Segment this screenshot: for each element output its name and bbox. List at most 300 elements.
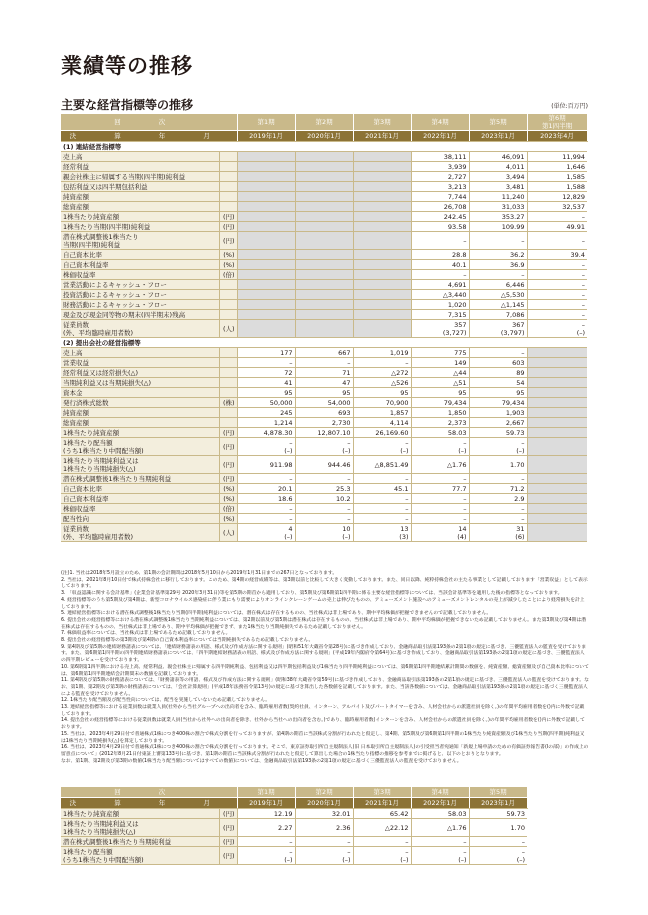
row-unit: [219, 418, 237, 428]
value-cell: 93.58: [411, 222, 469, 232]
row-label: 当期純利益又は当期純損失(△): [61, 378, 219, 388]
value-cell: –: [469, 837, 527, 847]
value-cell: –: [237, 358, 295, 368]
header-date: 2022年1月: [411, 131, 469, 142]
value-cell: 54: [469, 378, 527, 388]
value-cell: 89: [469, 368, 527, 378]
value-cell: [353, 152, 411, 162]
value-cell: [295, 232, 353, 250]
per-share-reference-table: [61, 787, 528, 865]
table-row: [61, 809, 527, 819]
value-cell: [237, 280, 295, 290]
footnote: (注)1. 当社は2018年5月設立のため、第1期の会計期間は2018年5月10日から2019年1月31日までの267日となっております。: [61, 571, 338, 576]
value-cell: 95: [295, 388, 353, 398]
row-label: 株価収益率: [61, 270, 219, 280]
table-row: [61, 408, 587, 418]
footnotes: [61, 571, 589, 765]
value-cell: [237, 222, 295, 232]
header-row-period: [61, 787, 527, 798]
row-label: 純資産額: [61, 408, 219, 418]
row-unit: (円): [219, 212, 237, 222]
table-row: [61, 162, 587, 172]
value-cell: – (–): [295, 438, 353, 456]
table-row: [61, 260, 587, 270]
row-label: 発行済株式総数: [61, 398, 219, 408]
header-date: 2023年1月: [469, 131, 527, 142]
value-cell: [237, 202, 295, 212]
value-cell: [237, 320, 295, 338]
row-unit: (円): [219, 809, 237, 819]
value-cell: –: [527, 260, 587, 270]
value-cell: –: [411, 837, 469, 847]
value-cell: [295, 280, 353, 290]
value-cell: [295, 310, 353, 320]
value-cell: [527, 408, 587, 418]
row-unit: [219, 300, 237, 310]
table-row: [61, 358, 587, 368]
row-unit: [219, 152, 237, 162]
value-cell: [295, 222, 353, 232]
row-label: 経常利益又は経常損失(△): [61, 368, 219, 378]
value-cell: △44: [411, 368, 469, 378]
section-title: 主要な経営指標等の推移: [61, 98, 194, 112]
section-heading: (1) 連結経営指標等: [61, 142, 587, 152]
value-cell: [237, 310, 295, 320]
value-cell: [295, 320, 353, 338]
row-unit: (円): [219, 847, 237, 865]
value-cell: [295, 300, 353, 310]
value-cell: [527, 418, 587, 428]
value-cell: [353, 300, 411, 310]
value-cell: [353, 310, 411, 320]
header-date: 2021年1月: [353, 131, 411, 142]
table-row: [61, 456, 587, 474]
footnote: 14. 提出会社の経営指標等における従業員数は就業人員(当社から社外への出向者を除き、社外から当社への出向者を含む。)であり、臨時雇用者数(インターンを含み、人材会社からの派遣社員を除く。)の年間平均雇用者数を()内に外数で記載しております。: [61, 718, 585, 731]
row-unit: (株): [219, 398, 237, 408]
section-heading: (2) 提出会社の経営指標等: [61, 338, 587, 348]
footnote: 10. 第6期第1四半期における売上高、経常利益、親会社株主に帰属する四半期純利益、包括利益又は四半期包括利益及び1株当たり四半期純利益については、第6期第1四半期連結累計期間の数値を、純資産額、総資産額及び自己資本比率については、第6期第1四半期連結会計期間末の数値を記載しております。: [61, 664, 589, 677]
value-cell: △526: [353, 378, 411, 388]
value-cell: 11,994: [527, 152, 587, 162]
value-cell: [295, 212, 353, 222]
value-cell: △1.76: [411, 819, 469, 837]
value-cell: –: [527, 280, 587, 290]
value-cell: △3,440: [411, 290, 469, 300]
value-cell: 10.2: [295, 494, 353, 504]
value-cell: [527, 378, 587, 388]
value-cell: 2,667: [469, 418, 527, 428]
value-cell: 4,691: [411, 280, 469, 290]
row-label: 潜在株式調整後1株当たり 当期(四半期)純利益: [61, 232, 219, 250]
header-date: 2019年1月: [237, 798, 295, 809]
value-cell: – (–): [469, 438, 527, 456]
value-cell: 36.2: [469, 250, 527, 260]
row-label: 従業員数 (外、平均臨時雇用者数): [61, 524, 219, 542]
table-row: [61, 438, 587, 456]
value-cell: 2.36: [295, 819, 353, 837]
row-label: 配当性向: [61, 514, 219, 524]
row-label: 現金及び現金同等物の期末(四半期末)残高: [61, 310, 219, 320]
value-cell: △8,851.49: [353, 456, 411, 474]
page-title: 業績等の推移: [61, 54, 193, 78]
row-unit: (円): [219, 456, 237, 474]
row-unit: (倍): [219, 270, 237, 280]
row-unit: [219, 358, 237, 368]
value-cell: 20.1: [237, 484, 295, 494]
value-cell: –: [353, 504, 411, 514]
value-cell: [527, 456, 587, 474]
value-cell: –: [411, 270, 469, 280]
table-row: [61, 300, 587, 310]
value-cell: [527, 398, 587, 408]
value-cell: 1,850: [411, 408, 469, 418]
row-label: 潜在株式調整後1株当たり当期純利益: [61, 474, 219, 484]
value-cell: –: [353, 494, 411, 504]
footnote: 8. 提出会社の経営指標等の第3期及び第4期の自己資本利益率については当期純損失であるため記載しておりません。: [61, 638, 314, 644]
footnote: 15. 当社は、2023年4月29日付で普通株式1株につき400株の割合で株式分割を行っておりますが、第4期の期首に当該株式分割が行われたと仮定し、第4期、第5期及び第6期第1四半期の1株当たり純資産額及び1株当たり当期(四半期)純利益又は1株当たり当期純損失(△)を算定しております。: [61, 731, 585, 744]
value-cell: –: [237, 474, 295, 484]
value-cell: 7,744: [411, 192, 469, 202]
value-cell: 32,537: [527, 202, 587, 212]
footnote: 3. 「収益認識に関する会計基準」(企業会計基準第29号 2020年3月31日)等を第5期の期首から適用しており、第5期及び第6期第1四半期に係る主要な経営指標等については、当該会計基準等を適用した後の指標等となっております。: [61, 591, 563, 597]
value-cell: –: [353, 358, 411, 368]
value-cell: –: [469, 270, 527, 280]
value-cell: –: [411, 232, 469, 250]
value-cell: [353, 232, 411, 250]
value-cell: 693: [295, 408, 353, 418]
value-cell: 32.01: [295, 809, 353, 819]
value-cell: –: [527, 290, 587, 300]
row-label: 投資活動によるキャッシュ・フロー: [61, 290, 219, 300]
value-cell: [353, 270, 411, 280]
value-cell: [353, 192, 411, 202]
table-row: [61, 192, 587, 202]
value-cell: 149: [411, 358, 469, 368]
value-cell: 95: [411, 388, 469, 398]
value-cell: 59.73: [469, 428, 527, 438]
value-cell: – (–): [469, 847, 527, 865]
value-cell: 1,585: [527, 172, 587, 182]
value-cell: –: [353, 514, 411, 524]
value-cell: 12,829: [527, 192, 587, 202]
value-cell: [353, 320, 411, 338]
value-cell: –: [469, 514, 527, 524]
value-cell: –: [527, 300, 587, 310]
value-cell: 12.19: [237, 809, 295, 819]
row-label: 潜在株式調整後1株当たり当期純利益: [61, 837, 219, 847]
table-row: [61, 428, 587, 438]
row-unit: (%): [219, 514, 237, 524]
value-cell: [353, 202, 411, 212]
value-cell: 6,446: [469, 280, 527, 290]
row-label: 1株当たり純資産額: [61, 212, 219, 222]
value-cell: [237, 182, 295, 192]
value-cell: [527, 438, 587, 456]
value-cell: –: [353, 474, 411, 484]
value-cell: 2,373: [411, 418, 469, 428]
value-cell: [527, 484, 587, 494]
row-label: 売上高: [61, 152, 219, 162]
value-cell: 603: [469, 358, 527, 368]
value-cell: [295, 202, 353, 212]
table-row: [61, 837, 527, 847]
value-cell: 1,646: [527, 162, 587, 172]
value-cell: 367 (3,797): [469, 320, 527, 338]
row-unit: [219, 182, 237, 192]
row-unit: (%): [219, 484, 237, 494]
value-cell: – (–): [353, 847, 411, 865]
row-label: 純資産額: [61, 192, 219, 202]
value-cell: [295, 290, 353, 300]
table-row: [61, 290, 587, 300]
row-label: 従業員数 (外、平均臨時雇用者数): [61, 320, 219, 338]
value-cell: △22.12: [353, 819, 411, 837]
value-cell: 1,214: [237, 418, 295, 428]
value-cell: 46,091: [469, 152, 527, 162]
value-cell: –: [295, 514, 353, 524]
value-cell: [295, 270, 353, 280]
value-cell: 245: [237, 408, 295, 418]
row-label: 売上高: [61, 348, 219, 358]
value-cell: 45.1: [353, 484, 411, 494]
row-unit: (円): [219, 474, 237, 484]
footnote: 12. 1株当たり配当額及び配当性向については、配当を実施していないため記載しておりません。: [61, 698, 271, 704]
row-unit: (倍): [219, 504, 237, 514]
header-period: 第3期: [353, 114, 411, 131]
value-cell: –: [295, 837, 353, 847]
row-label: 1株当たり配当額 (うち1株当たり中間配当額): [61, 438, 219, 456]
value-cell: 1,588: [527, 182, 587, 192]
footnote: 4. 経営指標等のうち第5期及び第4期は、新型コロナウイルス感染症に伴う業にもり需要によりオンラインクレーンゲームの売上は伸びたものの、アミューズメント施設へのアミューズメントレンタルの売上が減少したことにより経常損失を計上しております。: [61, 597, 585, 610]
value-cell: – (–): [353, 438, 411, 456]
table-row: [61, 368, 587, 378]
value-cell: 95: [353, 388, 411, 398]
row-label: 1株当たり当期(四半期)純利益: [61, 222, 219, 232]
section-heading-consolidated: [61, 142, 587, 152]
value-cell: –: [527, 232, 587, 250]
header-period: 第4期: [411, 787, 469, 798]
row-unit: (円): [219, 438, 237, 456]
value-cell: [353, 182, 411, 192]
value-cell: 2.27: [237, 819, 295, 837]
value-cell: [353, 290, 411, 300]
value-cell: 77.7: [411, 484, 469, 494]
table-row: [61, 232, 587, 250]
row-label: 営業収益: [61, 358, 219, 368]
table-row: [61, 514, 587, 524]
value-cell: 41: [237, 378, 295, 388]
row-label: 株価収益率: [61, 504, 219, 514]
value-cell: [353, 222, 411, 232]
value-cell: 38,111: [411, 152, 469, 162]
value-cell: 31 (6): [469, 524, 527, 542]
value-cell: 50,000: [237, 398, 295, 408]
value-cell: △5,530: [469, 290, 527, 300]
value-cell: [295, 172, 353, 182]
value-cell: 911.98: [237, 456, 295, 474]
value-cell: [353, 212, 411, 222]
value-cell: [527, 524, 587, 542]
value-cell: 25.3: [295, 484, 353, 494]
header-date: 2019年1月: [237, 131, 295, 142]
table-row: [61, 847, 527, 865]
value-cell: [237, 232, 295, 250]
row-unit: (%): [219, 250, 237, 260]
value-cell: – (–): [411, 847, 469, 865]
value-cell: [353, 162, 411, 172]
row-label: 1株当たり当期純利益又は 1株当たり当期純損失(△): [61, 819, 219, 837]
table-row: [61, 524, 587, 542]
value-cell: [237, 212, 295, 222]
unit-note: (単位:百万円): [551, 103, 588, 110]
footnote: 11. 第4期及び第5期の財務諸表については、「財務諸表等の用語、様式及び作成方法に関する規則」(昭和38年大蔵省令第59号)に基づき作成しており、金融商品取引法第193条の2第1項の規定に基づき、三優監査法人の監査を受けております。なお、第1期、第2期及び第3期の財務諸表については、「会社計算規則」(平成18年法務省令第13号)の規定に基づき算出した各数値を記載しております。また、当該各数値については、金融商品取引法第193条の2第1項の規定に基づく三優監査法人による監査を受けておりません。: [61, 678, 589, 697]
header-date: 2021年1月: [353, 798, 411, 809]
value-cell: 36.9: [469, 260, 527, 270]
value-cell: – (–): [237, 438, 295, 456]
value-cell: 3,481: [469, 182, 527, 192]
row-label: 総資産額: [61, 418, 219, 428]
table-row: [61, 152, 587, 162]
header-period: 第6期 第1四半期: [527, 114, 587, 131]
row-label: 1株当たり配当額 (うち1株当たり中間配当額): [61, 847, 219, 865]
section-heading-nonconsolidated: [61, 338, 587, 348]
header-period-label: 回 次: [61, 787, 237, 798]
value-cell: 31,033: [469, 202, 527, 212]
row-unit: [219, 378, 237, 388]
value-cell: 10 (–): [295, 524, 353, 542]
header-period: 第3期: [353, 787, 411, 798]
value-cell: 2,730: [295, 418, 353, 428]
value-cell: [237, 300, 295, 310]
footnote: 5. 連結経営指標等における潜在株式調整後1株当たり当期(四半期)純利益については、潜在株式は存在するものの、当社株式は非上場であり、期中平均株価が把握できませんので記載しておりません。: [61, 611, 492, 617]
row-unit: [219, 290, 237, 300]
row-unit: (円): [219, 232, 237, 250]
value-cell: 95: [469, 388, 527, 398]
table-row: [61, 484, 587, 494]
value-cell: 65.42: [353, 809, 411, 819]
header-date: 2023年1月: [469, 798, 527, 809]
value-cell: –: [469, 504, 527, 514]
value-cell: 71: [295, 368, 353, 378]
value-cell: 1.70: [469, 819, 527, 837]
value-cell: [527, 474, 587, 484]
row-unit: [219, 388, 237, 398]
value-cell: 2,727: [411, 172, 469, 182]
value-cell: [527, 358, 587, 368]
footnote: 6. 提出会社の経営指標等における潜在株式調整後1株当たり当期純利益については、第2期以前及び第5期は潜在株式は存在するものの、当社株式は非上場であり、期中平均株価が把握できないため記載しておりません。また第3期及び第4期は潜在株式は存在するものの、当社株式は非上場であり、期中平均株価が把握できず、また1株当たり当期純損失であるため記載しておりません。: [61, 617, 587, 630]
value-cell: [527, 494, 587, 504]
row-unit: [219, 172, 237, 182]
value-cell: 71.2: [469, 484, 527, 494]
table-row: [61, 250, 587, 260]
header-period-label: 回 次: [61, 114, 237, 131]
value-cell: 4,114: [353, 418, 411, 428]
header-date: 2020年1月: [295, 798, 353, 809]
value-cell: 353.27: [469, 212, 527, 222]
value-cell: 47: [295, 378, 353, 388]
value-cell: –: [295, 474, 353, 484]
value-cell: 49.91: [527, 222, 587, 232]
value-cell: △51: [411, 378, 469, 388]
value-cell: 28.8: [411, 250, 469, 260]
value-cell: –: [469, 348, 527, 358]
row-label: 総資産額: [61, 202, 219, 212]
table-row: [61, 474, 587, 484]
value-cell: 944.46: [295, 456, 353, 474]
row-label: 自己資本比率: [61, 484, 219, 494]
value-cell: 667: [295, 348, 353, 358]
row-label: 親会社株主に帰属する当期(四半期)純利益: [61, 172, 219, 182]
value-cell: 58.03: [411, 428, 469, 438]
value-cell: △272: [353, 368, 411, 378]
value-cell: 1,019: [353, 348, 411, 358]
value-cell: 26,708: [411, 202, 469, 212]
row-unit: [219, 408, 237, 418]
value-cell: 95: [237, 388, 295, 398]
row-unit: [219, 348, 237, 358]
value-cell: 59.73: [469, 809, 527, 819]
header-period: 第2期: [295, 787, 353, 798]
table-row: [61, 172, 587, 182]
row-unit: [219, 280, 237, 290]
value-cell: –: [411, 494, 469, 504]
value-cell: 4,878.30: [237, 428, 295, 438]
table-row: [61, 388, 587, 398]
value-cell: 177: [237, 348, 295, 358]
value-cell: [295, 250, 353, 260]
value-cell: [353, 280, 411, 290]
value-cell: –: [527, 270, 587, 280]
row-label: 1株当たり純資産額: [61, 809, 219, 819]
value-cell: –: [411, 514, 469, 524]
value-cell: 54,000: [295, 398, 353, 408]
header-row-period: [61, 114, 587, 131]
value-cell: 7,315: [411, 310, 469, 320]
row-label: 財務活動によるキャッシュ・フロー: [61, 300, 219, 310]
footnote: 9. 第4期及び第5期の連結財務諸表については、「連結財務諸表の用語、様式及び作成方法に関する規則」(昭和51年大蔵省令第28号)に基づき作成しており、金融商品取引法第193条の2第1項の規定に基づき、三優監査法人の監査を受けております。また、第6期第1四半期の四半期連結財務諸表については、「四半期連結財務諸表の用語、様式及び作成方法に関する規則」(平成19年内閣府令第64号)に基づき作成しており、金融商品取引法第193条の2第1項の規定に基づき、三優監査法人の四半期レビューを受けております。: [61, 644, 587, 664]
header-date-label: 決 算 年 月: [61, 131, 237, 142]
value-cell: [237, 162, 295, 172]
header-period: 第5期: [469, 114, 527, 131]
value-cell: [237, 152, 295, 162]
row-unit: (円): [219, 837, 237, 847]
row-label: 資本金: [61, 388, 219, 398]
row-unit: (%): [219, 260, 237, 270]
row-label: 包括利益又は四半期包括利益: [61, 182, 219, 192]
header-date: 2022年1月: [411, 798, 469, 809]
value-cell: – (–): [237, 847, 295, 865]
value-cell: 3,494: [469, 172, 527, 182]
value-cell: –: [237, 514, 295, 524]
value-cell: 1,020: [411, 300, 469, 310]
value-cell: [295, 152, 353, 162]
value-cell: 3,939: [411, 162, 469, 172]
row-label: 経常利益: [61, 162, 219, 172]
value-cell: –: [295, 358, 353, 368]
table-row: [61, 819, 527, 837]
value-cell: 40.1: [411, 260, 469, 270]
header-period: 第5期: [469, 787, 527, 798]
value-cell: –: [295, 504, 353, 514]
row-label: 営業活動によるキャッシュ・フロー: [61, 280, 219, 290]
header-period: 第4期: [411, 114, 469, 131]
value-cell: [527, 368, 587, 378]
row-unit: [219, 368, 237, 378]
header-date: 2023年4月: [527, 131, 587, 142]
value-cell: 775: [411, 348, 469, 358]
table-row: [61, 418, 587, 428]
value-cell: [527, 514, 587, 524]
